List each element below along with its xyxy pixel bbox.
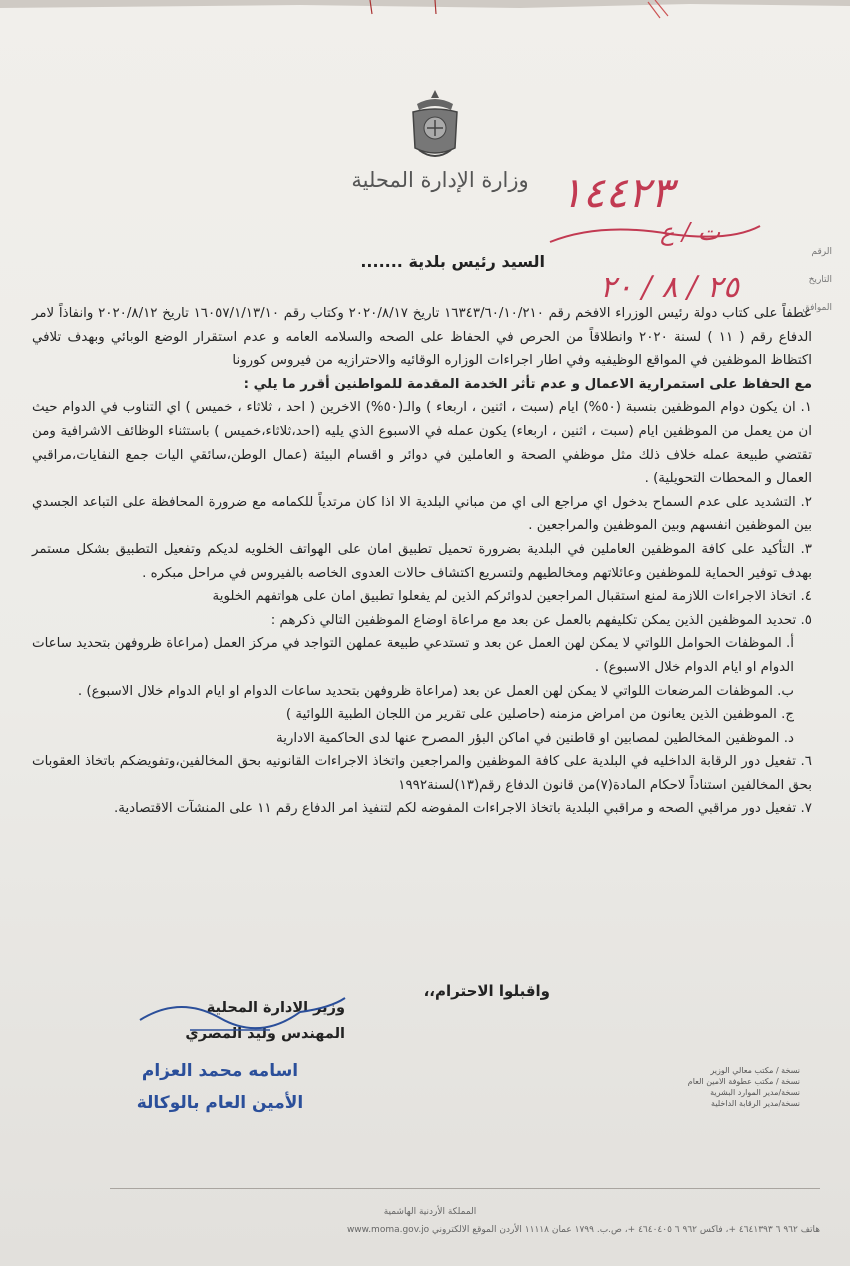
item-7: ٧. تفعيل دور مراقبي الصحه و مراقبي البلدية باتخاذ الاجراءات المفوضه لكم لتنفيذ امر الدفاع رقم ١١ على المنشآت الاقتصادية. <box>114 801 812 817</box>
paper-edge <box>0 0 850 40</box>
handwritten-date: ٢٥ / ٨ / ٢٠ <box>600 270 739 305</box>
footer-kingdom: المملكة الأردنية الهاشمية <box>383 1207 477 1217</box>
copy-1: نسخة / مكتب معالي الوزير <box>710 1066 800 1075</box>
item-5-b: ب. الموظفات المرضعات اللواتي لا يمكن لهن العمل عن بعد (مراعاة ظروفهن بتحديد ساعات الدوام او ايام الدوام خلال الاسبوع) . <box>77 683 794 699</box>
item-1: ١. ان يكون دوام الموظفين بنسبة (٥٠%) ايام (سبت ، اثنين ، اربعاء ) والـ(٥٠%) الاخرين ( احد ، ثلاثاء ، خميس ) اي التناوب في الدوام حيث ان من يعمل من الموظفين ايام (سبت ، اثنين ، اربعاء) يكون عمله في الاسبوع الذي يليه (احد،ثلاثاء،خميس ) باستثناء الوظائف الاشرافية ومن تقتضي طبيعة عمله خلاف ذلك مثل موظفي الصحة و العاملين في دوائر و اقسام البيئة (عمال الوطن،سائقي اليات جمع النفايات،مراقبي العمال و المحطات التحويلية) . <box>32 400 812 487</box>
item-4: ٤. اتخاذ الاجراءات اللازمة لمنع استقبال المراجعين لدوائركم الذين لم يفعلوا تطبيق امان على هواتفهم الخلوية <box>212 589 812 605</box>
item-6: ٦. تفعيل دور الرقابة الداخليه في البلدية على كافة الموظفين والمراجعين واتخاذ الاجراءات القانونيه بحق المخالفين،وتفويضكم باتخاذ العقوبات بحق المخالفين استناداً لاحكام المادة(٧)من قانون الدفاع رقم(١٣)لسنة١٩٩٢ <box>32 754 812 793</box>
intro-paragraph: عطفاً على كتاب دولة رئيس الوزراء الافخم رقم ١٦٣٤٣/٦٠/١٠/٢١٠ تاريخ ٢٠٢٠/٨/١٧ وكتاب رقم ١٦٠٥٧/١/١٣/١٠ تاريخ ٢٠٢٠/٨/١٢ وانفاذاً لامر الدفاع رقم ( ١١ ) لسنة ٢٠٢٠ وانطلاقاً من الحرص في الحفاظ على الصحه والسلامه العامه و عدم استقرار الوضع الوبائي وبهدف تلافي اكتظاظ الموظفين في المواقع الوظيفيه وفي اطار اجراءات الوزاره الوقائيه والاحترازيه من فيروس كورونا <box>32 306 812 369</box>
label-number: الرقم <box>811 247 832 257</box>
label-corresponding: الموافق <box>802 303 832 313</box>
ministry-name: وزارة الإدارة المحلية <box>351 168 529 192</box>
intro-bold: مع الحفاظ على استمرارية الاعمال و عدم تأثر الخدمة المقدمة للمواطنين أقرر ما يلي : <box>243 376 812 392</box>
closing: واقبلوا الاحترام،، <box>423 982 550 1000</box>
copy-2: نسخة / مكتب عطوفة الامين العام <box>687 1077 800 1086</box>
copy-4: نسخة/مدير الرقابة الداخلية <box>711 1099 800 1108</box>
letter-body <box>32 302 812 821</box>
label-date: التاريخ <box>808 275 832 285</box>
handwritten-reference: ت / ع <box>660 218 721 246</box>
proxy-name: اسامه محمد العزام <box>141 1061 299 1081</box>
coat-of-arms-emblem <box>405 86 465 164</box>
item-5: ٥. تحديد الموظفين الذين يمكن تكليفهم بالعمل عن بعد مع مراعاة اوضاع الموظفين التالي ذكرهم : <box>270 612 812 628</box>
copy-3: نسخة/مدير الموارد البشرية <box>710 1088 800 1097</box>
footer-rule <box>110 1188 820 1189</box>
item-5-d: د. الموظفين المخالطين لمصابين او قاطنين في اماكن البؤر المصرح عنها لدى الحاكمية الادارية <box>276 730 794 746</box>
handwritten-signature <box>130 990 350 1050</box>
footer-contact: هاتف ٩٦٢ ٦ ٤٦٤١٣٩٣ +، فاكس ٩٦٢ ٦ ٤٦٤٠٤٠٥ +، ص.ب. ١٧٩٩ عمان ١١١١٨ الأردن الموقع الالكتروني www.moma.gov.jo <box>346 1225 820 1235</box>
item-5-a: أ. الموظفات الحوامل اللواتي لا يمكن لهن العمل عن بعد و تستدعي طبيعة عملهن التواجد في مركز العمل (مراعاة ظروفهن بتحديد ساعات الدوام او ايام الدوام خلال الاسبوع) . <box>32 636 794 675</box>
handwritten-number: ١٤٤٢٣ <box>560 168 673 217</box>
addressee: السيد رئيس بلدية ....... <box>360 252 545 271</box>
item-3: ٣. التأكيد على كافة الموظفين العاملين في البلدية بضرورة تحميل تطبيق امان على الهواتف الخلويه لديكم وتفعيل التطبيق بشكل مستمر بهدف توفير الحماية للموظفين وعائلاتهم ومخالطيهم ولتسريع اكتشاف حالات العدوى الخاصه بالفيروس في مراحل مبكره . <box>32 541 812 581</box>
handwritten-scribble <box>540 212 770 272</box>
signatory-name: المهندس وليد المصري <box>185 1026 345 1042</box>
item-2: ٢. التشديد على عدم السماح بدخول اي مراجع الى اي من مباني البلدية الا اذا كان مرتدياً للكمامه مع ضرورة المحافظة على التباعد الجسدي بين الموظفين انفسهم وبين الموظفين والمراجعين . <box>32 494 812 534</box>
item-5-c: ج. الموظفين الذين يعانون من امراض مزمنه (حاصلين على تقرير من اللجان الطبية اللوائية ) <box>285 707 794 723</box>
proxy-title: الأمين العام بالوكالة <box>136 1093 304 1113</box>
signatory-title: وزير الادارة المحلية <box>206 1000 345 1016</box>
copies-list <box>650 1065 800 1109</box>
proxy-stamp <box>125 1055 315 1119</box>
